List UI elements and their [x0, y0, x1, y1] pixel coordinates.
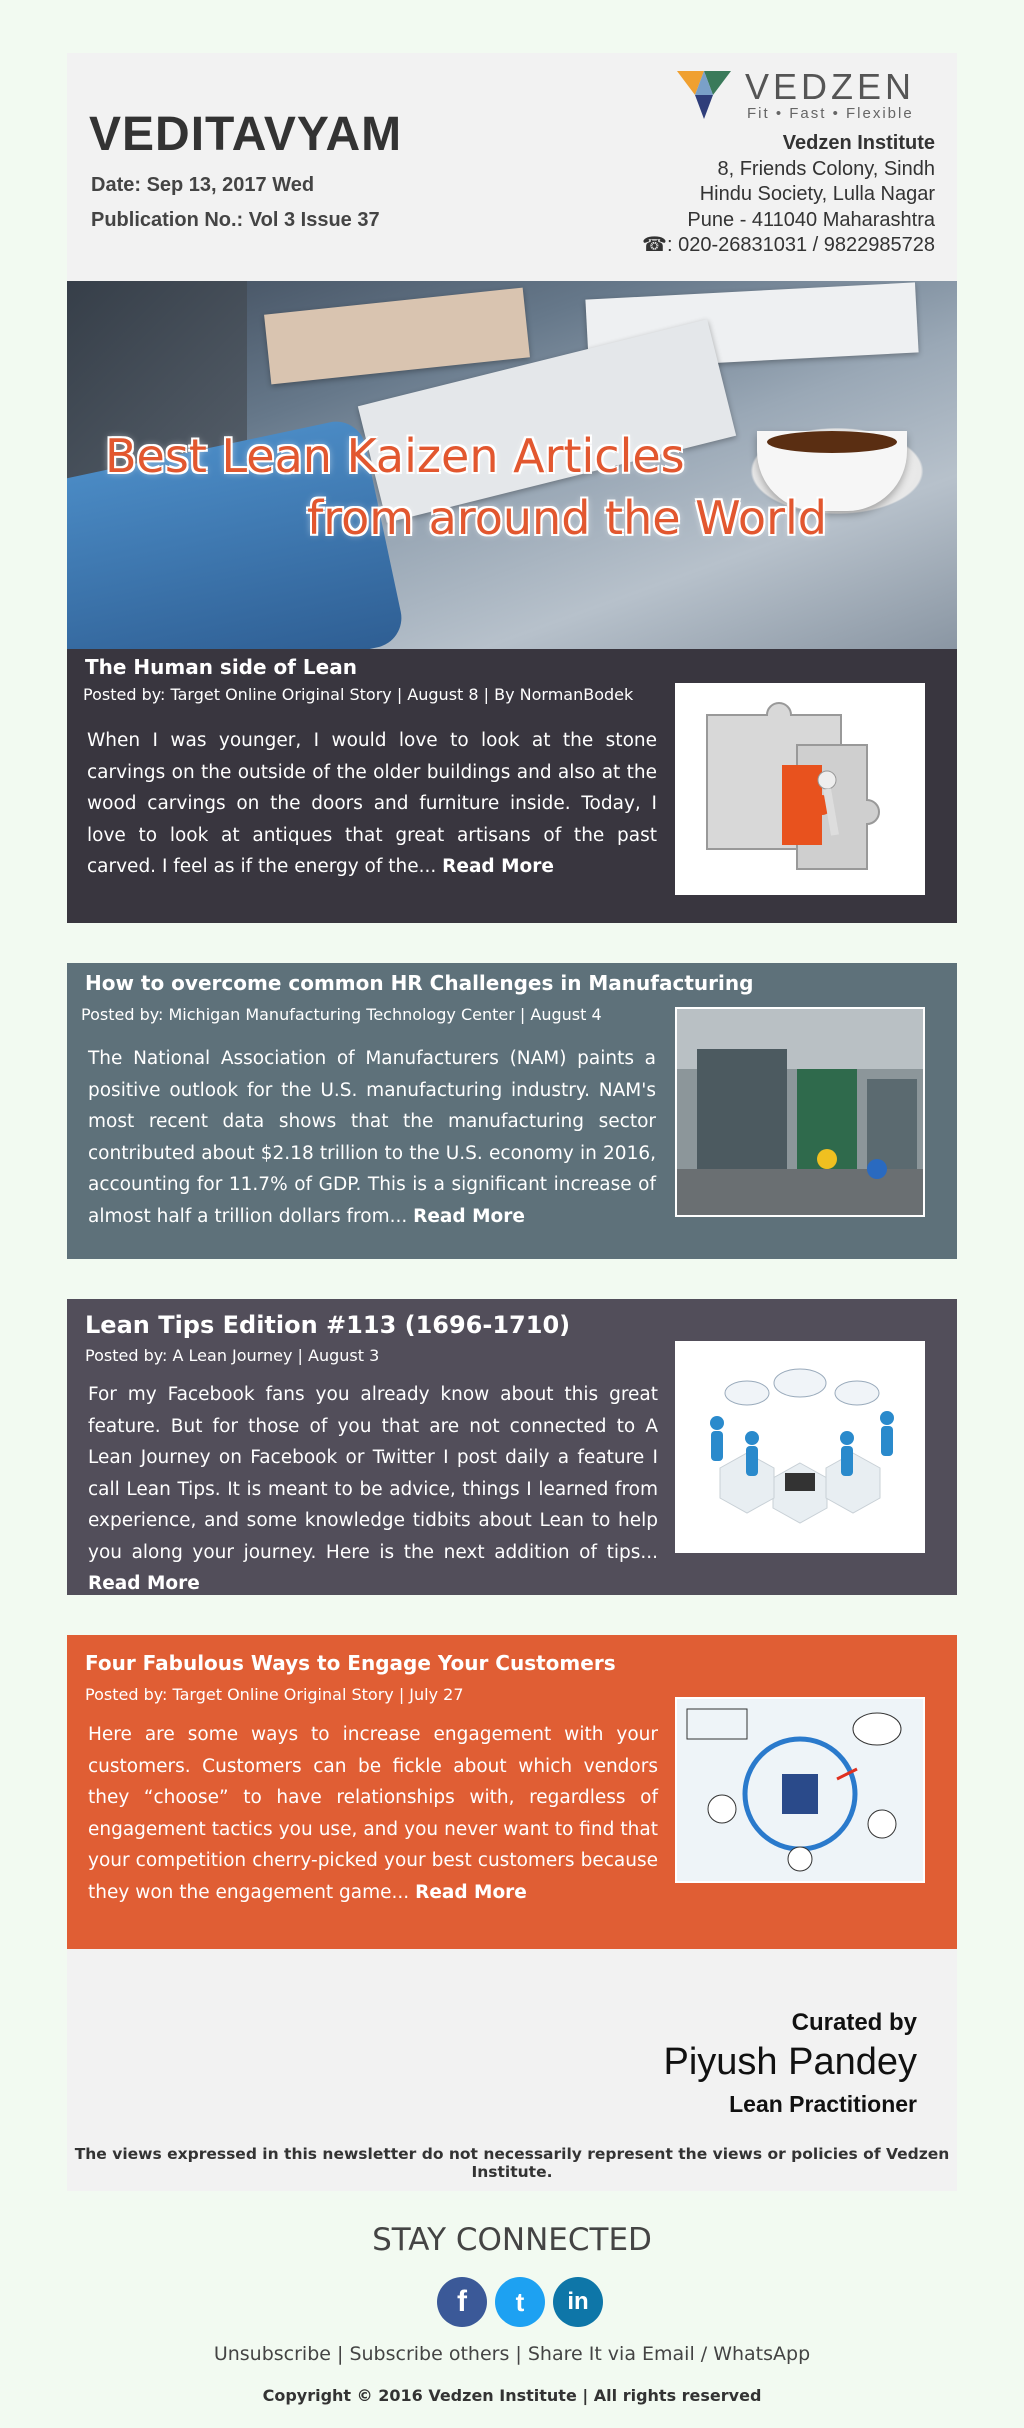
factory-image[interactable] — [675, 1007, 925, 1217]
curator-role: Lean Practitioner — [729, 2091, 917, 2117]
disclaimer: The views expressed in this newsletter do not necessarily represent the views or policies of Vedzen Institute. — [74, 2145, 950, 2181]
article-excerpt — [88, 1719, 658, 1908]
spacer — [67, 1259, 957, 1299]
article-body: Here are some ways to increase engagement with your customers. Customers can be fickle about which vendors they “choose” to have relationships with, regardless of engagement tactics you use, and you never want to find that your competition cherry-picked your best customers because they won the engagement game... — [88, 1724, 658, 1903]
link-separator: | — [509, 2343, 528, 2365]
hero-banner — [67, 281, 957, 649]
phone-number[interactable]: ☎: 020-26831031 / 9822985728 — [642, 234, 935, 256]
address-block — [642, 131, 935, 259]
share-link[interactable]: Share It via Email / WhatsApp — [527, 2343, 811, 2365]
hero-title-line-2: from around the World — [307, 491, 827, 545]
curator-name: Piyush Pandey — [663, 2041, 917, 2083]
hero-book-shape — [264, 288, 530, 385]
social-links — [437, 2277, 587, 2331]
newsletter-title: VEDITAVYAM — [89, 108, 403, 161]
network-image[interactable] — [675, 1341, 925, 1553]
article-title[interactable]: Lean Tips Edition #113 (1696-1710) — [85, 1311, 571, 1339]
address-line: Pune - 411040 Maharashtra — [687, 208, 935, 231]
linkedin-icon[interactable]: in — [553, 2277, 603, 2327]
facebook-icon[interactable]: f — [437, 2277, 487, 2327]
article-byline: Posted by: Target Online Original Story | August 8 | By NormanBodek — [83, 685, 634, 704]
article-byline: Posted by: A Lean Journey | August 3 — [85, 1346, 380, 1365]
logo-triangle-icon — [675, 69, 733, 121]
article-byline: Posted by: Michigan Manufacturing Technology Center | August 4 — [81, 1005, 602, 1024]
curated-label: Curated by — [791, 2009, 917, 2036]
article-excerpt — [88, 1379, 658, 1595]
article-body: When I was younger, I would love to look at the stone carvings on the outside of the older buildings and also at the wood carvings on the doors and furniture inside. Today, I love to look at antiques that great artisans of the past carved. I feel as if the energy of the... — [87, 730, 657, 877]
address-line: 8, Friends Colony, Sindh — [717, 157, 935, 180]
header — [67, 53, 957, 281]
read-more-link[interactable]: Read More — [415, 1881, 527, 1903]
article-body: The National Association of Manufacturers (NAM) paints a positive outlook for the U.S. manufacturing industry. NAM's most recent data shows that the manufacturing sector contributed about $2.18 trillion to the U.S. economy in 2016, accounting for 11.7% of GDP. This is a significant increase of almost half a trillion dollars from... — [88, 1048, 656, 1227]
copyright: Copyright © 2016 Vedzen Institute | All rights reserved — [262, 2386, 762, 2405]
link-separator: | — [330, 2343, 350, 2365]
article-excerpt — [88, 1043, 656, 1232]
article-title[interactable]: The Human side of Lean — [85, 655, 357, 679]
puzzle-image[interactable] — [675, 683, 925, 895]
publication-number: Publication No.: Vol 3 Issue 37 — [91, 209, 380, 231]
hero-title-line-1: Best Lean Kaizen Articles — [105, 429, 685, 483]
address-org: Vedzen Institute — [782, 132, 935, 154]
stay-connected-heading: STAY CONNECTED — [372, 2222, 652, 2258]
article-excerpt — [87, 725, 657, 883]
article-title[interactable]: How to overcome common HR Challenges in Manufacturing — [85, 971, 754, 995]
unsubscribe-link[interactable]: Unsubscribe — [213, 2343, 331, 2365]
newsletter-date: Date: Sep 13, 2017 Wed — [91, 174, 315, 196]
newsletter-container — [67, 53, 957, 2191]
article-card — [67, 1299, 957, 1595]
spacer — [67, 923, 957, 963]
article-title[interactable]: Four Fabulous Ways to Engage Your Customers — [85, 1651, 616, 1675]
brand-name: VEDZEN — [745, 66, 916, 107]
footer-links — [0, 2343, 1024, 2365]
article-byline: Posted by: Target Online Original Story | July 27 — [85, 1685, 464, 1704]
hero-coffee-shape — [767, 431, 897, 453]
spacer — [67, 1595, 957, 1635]
vedzen-logo[interactable] — [675, 67, 935, 127]
read-more-link[interactable]: Read More — [442, 856, 554, 877]
address-line: Hindu Society, Lulla Nagar — [699, 183, 935, 205]
engagement-image[interactable] — [675, 1697, 925, 1883]
brand-tagline: Fit • Fast • Flexible — [747, 105, 914, 122]
curated-section — [67, 1949, 957, 2191]
twitter-icon[interactable]: t — [495, 2277, 545, 2327]
article-card — [67, 963, 957, 1259]
read-more-link[interactable]: Read More — [88, 1573, 200, 1594]
article-card — [67, 1635, 957, 1949]
read-more-link[interactable]: Read More — [413, 1205, 525, 1227]
article-body: For my Facebook fans you already know about this great feature. But for those of you that are not connected to A Lean Journey on Facebook or Twitter I post daily a feature I call Lean Tips. It is meant to be advice, things I learned from experience, and some knowledge tidbits about Lean to help you along your journey. Here is the next addition of tips... — [88, 1384, 658, 1563]
article-card — [67, 649, 957, 923]
subscribe-others-link[interactable]: Subscribe others — [349, 2343, 510, 2365]
